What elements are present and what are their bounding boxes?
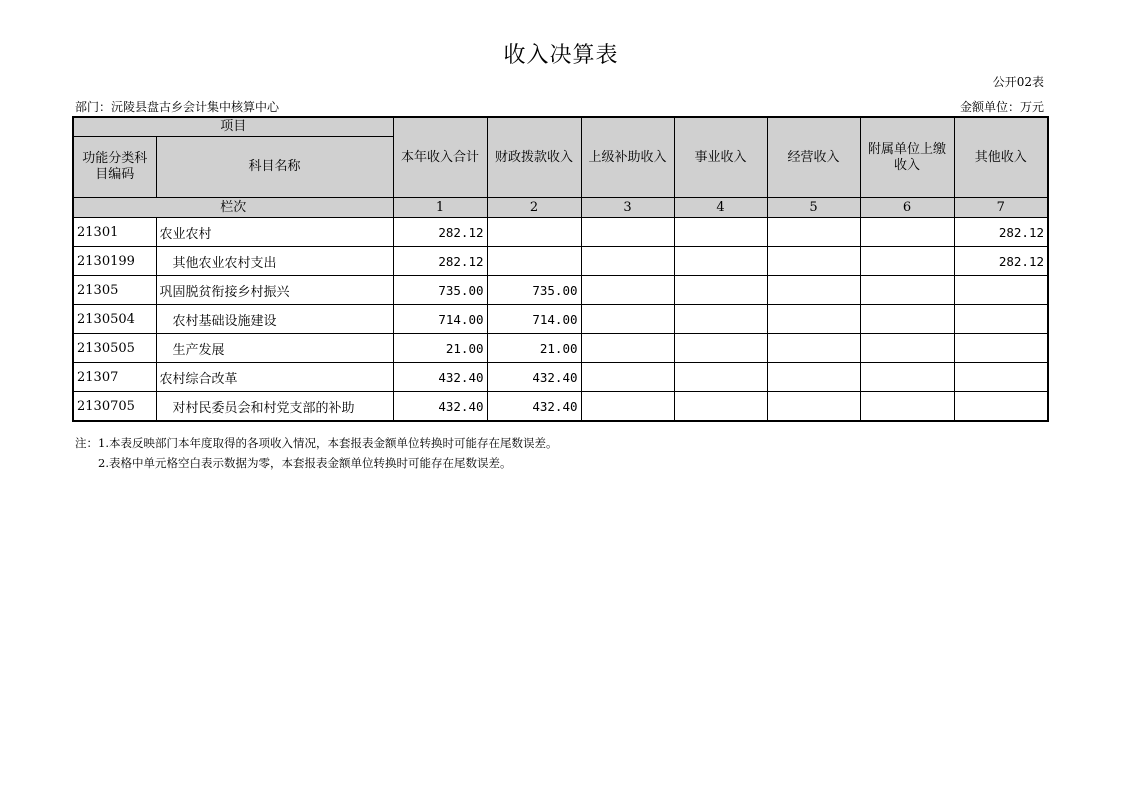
- table-row: [73, 305, 1048, 334]
- col-num-7: 7: [954, 198, 1048, 218]
- footnote-2: 2.表格中单元格空白表示数据为零，本套报表金额单位转换时可能存在尾数误差。: [98, 456, 512, 470]
- row-value-col-1: 282.12: [393, 218, 487, 247]
- row-code: 21301: [73, 218, 156, 247]
- row-value-col-5: [767, 305, 860, 334]
- row-value-col-3: [581, 276, 674, 305]
- footnote-1: 注：1.本表反映部门本年度取得的各项收入情况，本套报表金额单位转换时可能存在尾数误差。: [75, 436, 558, 450]
- row-value-col-4: [674, 334, 767, 363]
- row-value-col-4: [674, 276, 767, 305]
- row-value-col-1: 432.40: [393, 392, 487, 422]
- table-row: [73, 334, 1048, 363]
- row-value-col-6: [860, 363, 954, 392]
- row-code: 21307: [73, 363, 156, 392]
- table-row: [73, 247, 1048, 276]
- table-row: [73, 363, 1048, 392]
- table-body: [73, 218, 1048, 422]
- row-subject-name: 农村基础设施建设: [156, 305, 393, 334]
- row-value-col-5: [767, 276, 860, 305]
- row-value-col-7: [954, 334, 1048, 363]
- header-project: 项目: [73, 117, 393, 137]
- header-col-7: 其他收入: [954, 117, 1048, 198]
- row-value-col-7: 282.12: [954, 218, 1048, 247]
- row-value-col-5: [767, 218, 860, 247]
- col-num-5: 5: [767, 198, 860, 218]
- row-value-col-6: [860, 334, 954, 363]
- table-row: [73, 218, 1048, 247]
- row-value-col-2: [487, 218, 581, 247]
- row-subject-name: 农业农村: [156, 218, 393, 247]
- row-value-col-5: [767, 334, 860, 363]
- table-row: [73, 276, 1048, 305]
- row-subject-name: 农村综合改革: [156, 363, 393, 392]
- page-title: 收入决算表: [503, 43, 619, 68]
- header-col-5: 经营收入: [767, 117, 860, 198]
- row-subject-name: 其他农业农村支出: [156, 247, 393, 276]
- col-num-6: 6: [860, 198, 954, 218]
- header-func-code: 功能分类科目编码: [73, 137, 156, 198]
- table-row: [73, 392, 1048, 422]
- row-value-col-7: [954, 392, 1048, 422]
- row-subject-name: 对村民委员会和村党支部的补助: [156, 392, 393, 422]
- row-code: 2130504: [73, 305, 156, 334]
- row-value-col-2: 735.00: [487, 276, 581, 305]
- row-value-col-4: [674, 247, 767, 276]
- row-value-col-3: [581, 363, 674, 392]
- row-value-col-2: 432.40: [487, 392, 581, 422]
- header-col-4: 事业收入: [674, 117, 767, 198]
- row-value-col-1: 735.00: [393, 276, 487, 305]
- department-label: 部门：沅陵县盘古乡会计集中核算中心: [75, 100, 280, 114]
- row-value-col-1: 432.40: [393, 363, 487, 392]
- row-value-col-6: [860, 276, 954, 305]
- header-lanci: 栏次: [73, 198, 393, 218]
- row-value-col-3: [581, 392, 674, 422]
- row-value-col-4: [674, 363, 767, 392]
- row-value-col-5: [767, 363, 860, 392]
- footnotes: [75, 433, 557, 473]
- row-value-col-3: [581, 218, 674, 247]
- row-value-col-4: [674, 392, 767, 422]
- row-value-col-1: 21.00: [393, 334, 487, 363]
- row-value-col-1: 714.00: [393, 305, 487, 334]
- row-value-col-3: [581, 247, 674, 276]
- row-code: 2130505: [73, 334, 156, 363]
- col-num-3: 3: [581, 198, 674, 218]
- row-value-col-2: 714.00: [487, 305, 581, 334]
- row-code: 2130199: [73, 247, 156, 276]
- col-num-4: 4: [674, 198, 767, 218]
- row-value-col-7: [954, 363, 1048, 392]
- row-value-col-2: 21.00: [487, 334, 581, 363]
- row-value-col-6: [860, 392, 954, 422]
- row-value-col-7: 282.12: [954, 247, 1048, 276]
- row-value-col-6: [860, 305, 954, 334]
- row-value-col-6: [860, 247, 954, 276]
- header-subject-name: 科目名称: [156, 137, 393, 198]
- row-value-col-3: [581, 305, 674, 334]
- row-value-col-2: 432.40: [487, 363, 581, 392]
- row-value-col-6: [860, 218, 954, 247]
- row-subject-name: 生产发展: [156, 334, 393, 363]
- row-code: 2130705: [73, 392, 156, 422]
- row-value-col-7: [954, 276, 1048, 305]
- row-subject-name: 巩固脱贫衔接乡村振兴: [156, 276, 393, 305]
- header-col-2: 财政拨款收入: [487, 117, 581, 198]
- header-col-1: 本年收入合计: [393, 117, 487, 198]
- income-table: [72, 116, 1049, 422]
- header-col-3: 上级补助收入: [581, 117, 674, 198]
- col-num-1: 1: [393, 198, 487, 218]
- header-col-6: 附属单位上缴收入: [860, 117, 954, 198]
- row-value-col-2: [487, 247, 581, 276]
- row-value-col-1: 282.12: [393, 247, 487, 276]
- form-number: 公开02表: [992, 75, 1044, 89]
- row-value-col-7: [954, 305, 1048, 334]
- row-value-col-4: [674, 305, 767, 334]
- row-code: 21305: [73, 276, 156, 305]
- amount-unit-label: 金额单位：万元: [959, 100, 1044, 114]
- row-value-col-4: [674, 218, 767, 247]
- row-value-col-5: [767, 247, 860, 276]
- row-value-col-3: [581, 334, 674, 363]
- col-num-2: 2: [487, 198, 581, 218]
- row-value-col-5: [767, 392, 860, 422]
